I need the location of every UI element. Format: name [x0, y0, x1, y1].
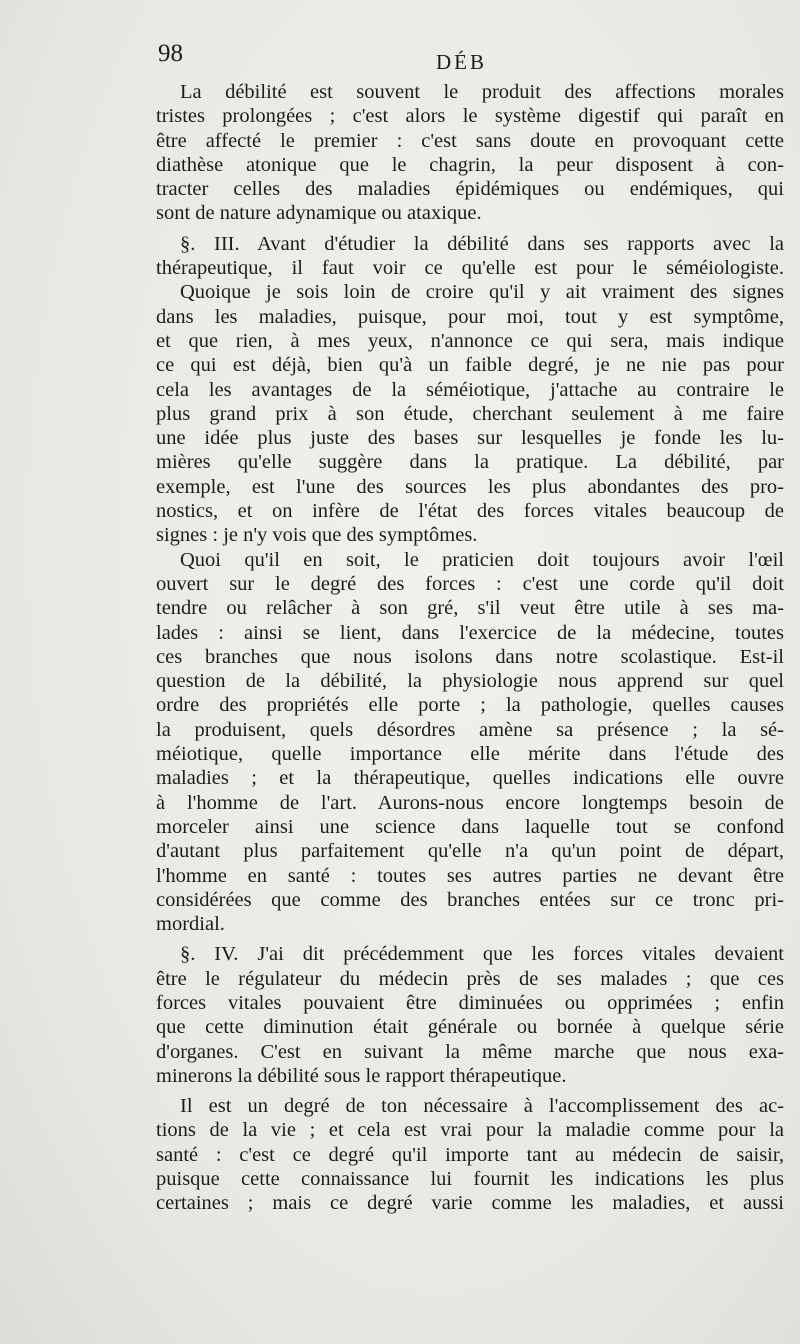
text-line: mordial.	[156, 913, 225, 936]
text-line: plus grand prix à son étude, cherchant seulement à me faire	[156, 402, 784, 425]
text-line: puisque cette connaissance lui fournit les indications les plus	[156, 1168, 784, 1191]
text-line: morceler ainsi une science dans laquelle tout se confond	[156, 815, 784, 838]
text-line: thérapeutique, il faut voir ce qu'elle est pour le séméiologiste.	[156, 257, 784, 280]
text-line: ordre des propriétés elle porte ; la pathologie, quelles causes	[156, 694, 784, 717]
text-line: tendre ou relâcher à son gré, s'il veut être utile à ses ma-	[156, 597, 784, 620]
body-text	[156, 80, 784, 1216]
text-line: ce qui est déjà, bien qu'à un faible degré, je ne nie pas pour	[156, 354, 784, 377]
text-line: §. III. Avant d'étudier la débilité dans ses rapports avec la	[180, 232, 784, 255]
text-line: Il est un degré de ton nécessaire à l'accomplissement des ac-	[180, 1095, 784, 1118]
text-line: Quoi qu'il en soit, le praticien doit toujours avoir l'œil	[180, 548, 784, 571]
page-number: 98	[158, 40, 183, 67]
text-line: tions de la vie ; et cela est vrai pour la maladie comme pour la	[156, 1119, 784, 1142]
text-line: et que rien, à mes yeux, n'annonce ce qui sera, mais indique	[156, 329, 784, 352]
text-line: d'organes. C'est en suivant la même marche que nous exa-	[156, 1040, 784, 1063]
text-line: maladies ; et la thérapeutique, quelles indications elle ouvre	[156, 767, 784, 790]
text-line: la produisent, quels désordres amène sa présence ; la sé-	[156, 718, 784, 741]
text-line: nostics, et on infère de l'état des forces vitales beaucoup de	[156, 500, 784, 523]
text-line: Quoique je sois loin de croire qu'il y ait vraiment des signes	[180, 281, 784, 304]
text-line: à l'homme de l'art. Aurons-nous encore longtemps besoin de	[156, 791, 784, 814]
text-line: question de la débilité, la physiologie nous apprend sur quel	[156, 670, 784, 693]
text-line: être affecté le premier : c'est sans doute en provoquant cette	[156, 129, 784, 152]
running-head: DÉB	[436, 50, 487, 74]
text-line: mières qu'elle suggère dans la pratique. La débilité, par	[156, 451, 784, 474]
text-line: ouvert sur le degré des forces : c'est une corde qu'il doit	[156, 572, 784, 595]
text-line: minerons la débilité sous le rapport thérapeutique.	[156, 1064, 567, 1087]
text-line: considérées que comme des branches entées sur ce tronc pri-	[156, 888, 784, 911]
text-line: être le régulateur du médecin près de ses malades ; que ces	[156, 967, 784, 990]
text-line: ces branches que nous isolons dans notre scolastique. Est-il	[156, 645, 784, 668]
text-line: certaines ; mais ce degré varie comme les maladies, et aussi	[156, 1192, 784, 1215]
text-line: lades : ainsi se lient, dans l'exercice de la médecine, toutes	[156, 621, 784, 644]
text-line: l'homme en santé : toutes ses autres parties ne devant être	[156, 864, 784, 887]
text-line: §. IV. J'ai dit précédemment que les forces vitales devaient	[180, 943, 784, 966]
text-line: cela les avantages de la séméiotique, j'attache au contraire le	[156, 378, 784, 401]
text-line: tristes prolongées ; c'est alors le système digestif qui paraît en	[156, 105, 784, 128]
text-line: dans les maladies, puisque, pour moi, tout y est symptôme,	[156, 305, 784, 328]
text-line: d'autant plus parfaitement qu'elle n'a qu'un point de départ,	[156, 840, 784, 863]
text-line: que cette diminution était générale ou bornée à quelque série	[156, 1016, 784, 1039]
text-line: La débilité est souvent le produit des affections morales	[180, 81, 784, 103]
text-line: diathèse atonique que le chagrin, la peur disposent à con-	[156, 153, 784, 176]
text-line: méiotique, quelle importance elle mérite dans l'étude des	[156, 743, 784, 766]
text-line: santé : c'est ce degré qu'il importe tant au médecin de saisir,	[156, 1143, 784, 1166]
text-line: une idée plus juste des bases sur lesquelles je fonde les lu-	[156, 427, 784, 450]
text-line: exemple, est l'une des sources les plus abondantes des pro-	[156, 475, 784, 498]
text-line: sont de nature adynamique ou ataxique.	[156, 202, 482, 225]
text-line: forces vitales pouvaient être diminuées ou opprimées ; enfin	[156, 991, 784, 1014]
text-line: tracter celles des maladies épidémiques ou endémiques, qui	[156, 178, 784, 201]
text-line: signes : je n'y vois que des symptômes.	[156, 524, 478, 547]
